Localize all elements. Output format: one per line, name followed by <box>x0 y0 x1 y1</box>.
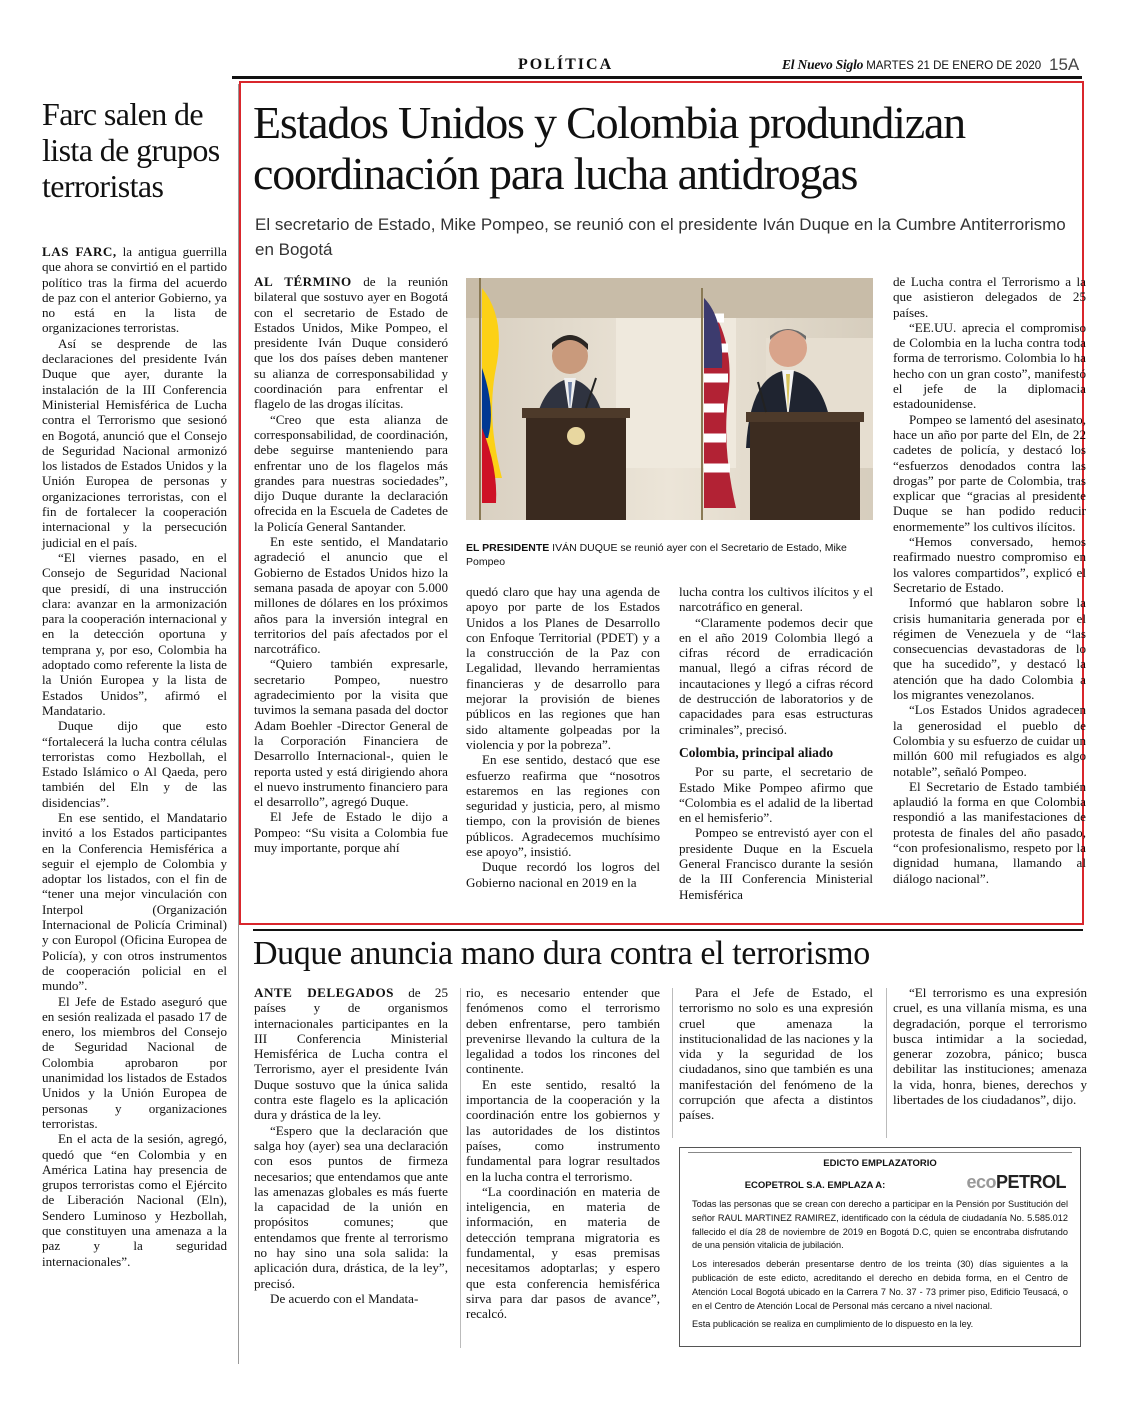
paragraph: quedó claro que hay una agenda de apoyo por parte de los Estados Unidos a los Planes de Desarrollo con Enfoque Territorial (PDET) y a la construcción de la Paz con Legalidad, llevando herramientas financieras y de desarrollo para mejorar la provisión de bienes públicos en las regiones que han sido altamente golpeadas por la violencia y por la pobreza”. <box>466 584 660 752</box>
main-article-column-2 <box>466 584 660 890</box>
second-article-column-2 <box>466 985 660 1322</box>
paragraph: De acuerdo con el Mandata- <box>270 1290 419 1306</box>
paragraph: Así se desprende de las declaraciones del presidente Iván Duque que ayer, durante la instalación de la III Conferencia Ministerial Hemisférica de Lucha contra el Terrorismo que sesionó en Bogotá, anunció que el Consejo de Seguridad Nacional armonizó los listados de Estados Unidos y la Unión Europea de personas y organizaciones terroristas, con el fin de fortalecer la cooperación internacional y la persecución judicial en el país. <box>42 335 227 550</box>
section-label: POLÍTICA <box>518 56 614 73</box>
second-article-column-1 <box>254 985 448 1306</box>
paragraph: de 25 países y de organismos internacionales participantes en la III Conferencia Ministerial Hemisférica de Lucha contra el Terrorismo, ayer el presidente Iván Duque sostuvo que la única salida contra este flagelo es la aplicación dura y drástica de la ley. <box>254 985 448 1123</box>
main-article-column-3 <box>679 584 873 902</box>
paragraph: En el acta de la sesión, agregó, quedó que “en Colombia y en América Latina hay presencia de grupos terroristas como el Ejército de Liberación Nacional (Eln), Sendero Luminoso y Hezbollah, que constituyen una amenaza a la paz y la seguridad internacionales”. <box>42 1131 227 1269</box>
second-headline: Duque anuncia mano dura contra el terrorismo <box>253 935 870 972</box>
column-rule <box>886 988 887 1138</box>
paragraph: Pompeo se lamentó del asesinato, hace un año por parte del Eln, de 22 cadetes de policía, y destacó los “esfuerzos denodados contra las drogas” por parte de Colombia, tras explicar que “gracias al presidente Duque se han podido reducir enormemente” los cultivos ilícitos. <box>893 411 1086 534</box>
paragraph: “Espero que la declaración que salga hoy (ayer) sea una declaración con esos puntos de firmeza necesarios; que entendamos que ante las amenazas globales es más fuerte la capacidad de la unión en propósitos comunes; que entendamos que frente al terrorismo no hay sino una sola salida: la aplicación dura, drástica, de la ley”, precisó. <box>254 1122 448 1291</box>
second-article-column-3 <box>679 985 873 1123</box>
paragraph: Duque recordó los logros del Gobierno nacional en 2019 en la <box>466 859 660 890</box>
second-article-column-4 <box>893 985 1087 1107</box>
main-article-column-1 <box>254 274 448 855</box>
paragraph: “La coordinación en materia de inteligencia, en materia de información, en materia de detección temprana migratoria es fundamental, y esas premisas necesitamos adoptarlas; y espero que esta conferencia hemisférica sirva para dar pasos de avance”, recalcó. <box>466 1183 660 1322</box>
photo-caption <box>466 542 876 569</box>
paragraph: Informó que hablaron sobre la crisis humanitaria generada por el régimen de Venezuela y de “las consecuencias devastadoras de lo que ha sucedido”, y destacó la atención que ha dado Colombia a los migrantes venezolanos. <box>893 595 1086 703</box>
newspaper-name: El Nuevo Siglo <box>782 57 864 72</box>
sidebar-article-body <box>42 244 227 1269</box>
paragraph: En ese sentido, destacó que ese esfuerzo reafirma que “nosotros estaremos en las regiones con seguridad y justicia, pero, al mismo tiempo, con la provisión de bienes públicos. Agradecemos muchísimo ese apoyo”, insistió. <box>466 752 660 860</box>
edict-rule <box>688 1152 1072 1153</box>
edict-paragraph: Todas las personas que se crean con derecho a participar en la Pensión por Sustitución del señor RAUL MARTINEZ RAMIREZ, identificado con la cédula de ciudadanía No. 5.585.012 fallecido el día 28 de noviembre de 2019 en Bogotá D.C, quien se encontraba disfrutando de una pensión vitalicia de jubilación. <box>692 1199 1068 1251</box>
paragraph: En ese sentido, el Mandatario invitó a los Estados participantes en la Conferencia Hemisférica a seguir el ejemplo de Colombia y adoptar los listados, con el fin de “tener una mejor vinculación con Interpol (Organización Internacional de Policía Criminal) y con Europol (Oficina Europea de Policía), y con otros instrumentos de cooperación policial en el mundo”. <box>42 809 227 994</box>
logo-part: PETROL <box>995 1172 1066 1192</box>
paragraph: En este sentido, el Mandatario agradeció el anuncio que el Gobierno de Estados Unidos hizo la semana pasada de apoyar con 5.000 millones de dólares en los próximos años para la inversión integral en territorios del país afectados por el narcotráfico. <box>254 534 448 657</box>
issue-date: MARTES 21 DE ENERO DE 2020 <box>866 60 1042 72</box>
paragraph: lucha contra los cultivos ilícitos y el narcotráfico en general. <box>679 584 873 615</box>
paragraph: Pompeo se entrevistó ayer con el presidente Duque en la Escuela General Francisco durante la sesión de la III Conferencia Ministerial Hemisférica <box>679 825 873 902</box>
caption-text: IVÁN DUQUE se reunió ayer con el Secretario de Estado, Mike Pompeo <box>466 542 847 568</box>
paragraph: “Hemos conversado, hemos reafirmado nuestro compromiso en los valores compartidos”, explicó el Secretario de Estado. <box>893 534 1086 595</box>
paragraph: Por su parte, el secretario de Estado Mike Pompeo afirmo que “Colombia es el adalid de la libertad en el hemisferio”. <box>679 764 873 826</box>
news-photo <box>466 278 873 520</box>
paragraph: de Lucha contra el Terrorismo a la que asistieron delegados de 25 países. <box>893 274 1086 320</box>
page-number: 15A <box>1049 55 1080 74</box>
paragraph: “El terrorismo es una expresión cruel, es una villanía misma, es una degradación, porque el terrorismo busca intimidar a la sociedad, generar zozobra, pánico; busca debilitar las instituciones; amenaza la vida, honra, bienes, derechos y libertades de los ciudadanos”, dijo. <box>893 985 1087 1108</box>
inline-subheading: Colombia, principal aliado <box>679 744 834 760</box>
main-article-column-4 <box>893 274 1086 886</box>
main-lead-in: AL TÉRMINO <box>254 274 352 289</box>
paragraph: la antigua guerrilla que ahora se convirtió en el partido político tras la firma del acuerdo de paz con el anterior Gobierno, ya no está en la lista de organizaciones terroristas. <box>42 244 227 336</box>
section-rule <box>253 929 1083 931</box>
header-rule <box>232 76 1082 79</box>
column-rule <box>460 988 461 1348</box>
sidebar-lead-in: LAS FARC, <box>42 244 117 259</box>
paragraph: “EE.UU. aprecia el compromiso de Colombia en la lucha contra toda forma de terrorismo. Colombia lo ha hecho con un gran costo”, manifestó el jefe de la diplomacia estadounidense. <box>893 319 1086 412</box>
paragraph: “Creo que esta alianza de corresponsabilidad, de coordinación, debe seguirse manteniendo para enfrentar uno de los flagelos más grandes para nuestras sociedades”, dijo Duque durante la declaración ofrecida en la Escuela de Cadetes de la Policía General Santander. <box>254 411 448 534</box>
paragraph: rio, es necesario entender que fenómenos como el terrorismo deben enfrentarse, pero también prevenirse llevando la cultura de la legalidad a todos los rincones del continente. <box>466 985 660 1077</box>
paragraph: En este sentido, resaltó la importancia de la cooperación y la coordinación entre los gobiernos y las autoridades de los distintos países, como instrumento fundamental para lograr resultados en la lucha contra el terrorismo. <box>466 1076 660 1184</box>
paragraph: El Secretario de Estado también aplaudió la forma en que Colombia respondió a las manifestaciones de protesta de finales del año pasado, “con profesionalismo, respeto por la dignidad humana, llamando al diálogo nacional”. <box>893 778 1086 886</box>
caption-lead-in: EL PRESIDENTE <box>466 542 550 554</box>
edict-paragraph: Los interesados deberán presentarse dentro de los treinta (30) días siguientes a la publicación de este edicto, acreditando el derecho en debida forma, en el Centro de Atención Local Bogotá ubicado en la Carrera 7 No. 37 - 73 primer piso, Edificio Teusacá, o en el Centro de Atención Local de Personal más cercano a nivel nacional. <box>692 1259 1068 1311</box>
paragraph: El Jefe de Estado le dijo a Pompeo: “Su visita a Colombia fue muy importante, porque ahí <box>254 809 448 855</box>
paragraph: “Claramente podemos decir que en el año 2019 Colombia llegó a cifras récord de erradicación manual, llegó a cifras récord de incautaciones y llegó a cifras récord de destrucción de laboratorios y de capacidades para esas estructuras criminales”, precisó. <box>679 614 873 737</box>
column-rule <box>672 988 673 1138</box>
paragraph: “Los Estados Unidos agradecen la generosidad el pueblo de Colombia y su esfuerzo de cuidar un millón 600 mil refugiados es algo notable”, señaló Pompeo. <box>893 702 1086 779</box>
photo-illustration <box>466 278 873 520</box>
ecopetrol-logo <box>966 1172 1066 1193</box>
sidebar-headline: Farc salen de lista de grupos terroristas <box>42 96 220 204</box>
main-headline: Estados Unidos y Colombia produndizan coordinación para lucha antidrogas <box>253 97 965 199</box>
paragraph: “Quiero también expresarle, secretario Pompeo, nuestro agradecimiento por la visita que tuvimos la semana pasada del doctor Adam Boehler -Director General de la Corporación Financiera de Desarrollo Internacional-, quien le reporta usted y está dirigiendo ahora el nuevo instrumento financiero para el desarrollo”, agregó Duque. <box>254 656 448 810</box>
logo-part: eco <box>966 1172 996 1192</box>
paragraph: Duque dijo que esto “fortalecerá la lucha contra células terroristas como Hezbollah, el Estado Islámico o Al Qaeda, pero también del Eln y de las disidencias”. <box>42 718 227 810</box>
edict-subtitle: ECOPETROL S.A. EMPLAZA A: <box>744 1180 886 1191</box>
edict-body <box>692 1198 1068 1337</box>
main-subheadline: El secretario de Estado, Mike Pompeo, se reunió con el presidente Iván Duque en la Cumbre Antiterrorismo en Bogotá <box>255 215 1066 259</box>
masthead <box>782 57 1041 73</box>
second-lead-in: ANTE DELEGADOS <box>254 985 394 1000</box>
paragraph: “El viernes pasado, en el Consejo de Seguridad Nacional que presidí, di una instrucción clara: avanzar en la armonización para la cooperación internacional y en la detección oportuna y temprana y, por eso, Colombia ha adoptado como referente la lista de la Unión Europea y la lista de Estados Unidos”, afirmó el Mandatario. <box>42 549 227 718</box>
edict-paragraph: Esta publicación se realiza en cumplimiento de lo dispuesto en la ley. <box>692 1319 974 1330</box>
edict-title: EDICTO EMPLAZATORIO <box>823 1158 937 1169</box>
paragraph: Para el Jefe de Estado, el terrorismo no solo es una expresión cruel que amenaza la institucionalidad de las naciones y la vida y la seguridad de los ciudadanos, sino que también es una manifestación del fenómeno de la corrupción que afecta a distintos países. <box>679 985 873 1123</box>
paragraph: de la reunión bilateral que sostuvo ayer en Bogotá con el secretario de Estado de Estados Unidos, Mike Pompeo, el presidente Iván Duque consideró que los dos países deben mantener su alianza de corresponsabilidad y coordinación para enfrentar el flagelo de las drogas ilícitas. <box>254 274 448 412</box>
paragraph: El Jefe de Estado aseguró que en sesión realizada el pasado 17 de enero, los miembros del Consejo de Seguridad Nacional de Colombia aprobaron por unanimidad los listados de Estados Unidos y la Unión Europea de personas y organizaciones terroristas. <box>42 993 227 1131</box>
legal-notice-edict <box>679 1147 1081 1347</box>
